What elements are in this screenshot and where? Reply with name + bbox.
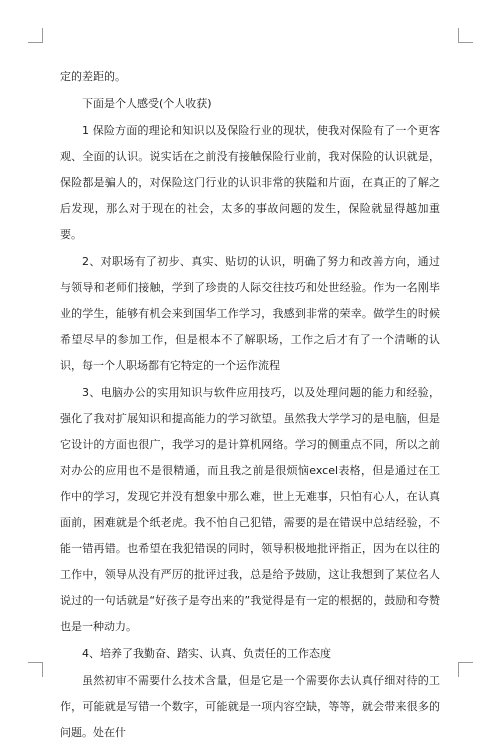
paragraph-work-attitude-heading: 4、培养了我勤奋、踏实、认真、负责任的工作态度 [82, 647, 331, 660]
crop-mark-top-right [458, 28, 473, 43]
paragraph-initial-review: 虽然初审不需要什么技术含量，但是它是一个需要你去认真仔细对待的工作，可能就是写错一个数字，可能就是一项内容空缺，等等，就会带来很多的问题。处在什 [60, 674, 440, 739]
crop-mark-top-left [28, 28, 43, 43]
paragraph-insurance-knowledge: 1 保险方面的理论和知识以及保险行业的现状，使我对保险有了一个更客观、全面的认识。说实话在之前没有接触保险行业前，我对保险的认识就是，保险都是骗人的，对保险这门行业的认识非常的狭隘和片面，在真正的了解之后发现，那么对于现在的社会，太多的事故问题的发生，保险就显得越加重要。 [60, 124, 440, 241]
paragraph-1: 定的差距的。 [60, 70, 126, 83]
paragraph-computer-skills: 3、电脑办公的实用知识与软件应用技巧，以及处理问题的能力和经验，强化了我对扩展知识和提高能力的学习欲望。虽然我大学学习的是电脑，但是它设计的方面也很广，我学习的是计算机网络。学习的侧重点不同，所以之前对办公的应用也不是很精通，而且我之前是很烦恼excel表格，但是通过在工作中的学习，发现它并没有想象中那么难，世上无难事，只怕有心人，在认真面前，困难就是个纸老虎。我不怕自己犯错，需要的是在错误中总结经验，不能一错再错。也希望在我犯错误的同时，领导积极地批评指正，因为在以往的工作中，领导从没有严厉的批评过我，总是给予鼓励，这让我想到了某位名人说过的一句话就是“好孩子是夸出来的”我觉得是有一定的根据的，鼓励和夸赞也是一种动力。 [60, 386, 440, 633]
crop-mark-bottom-right [458, 662, 473, 677]
paragraph-workplace-understanding: 2、对职场有了初步、真实、贴切的认识，明确了努力和改善方向，通过与领导和老师们接触，学到了珍贵的人际交往技巧和处世经验。作为一名刚毕业的学生，能够有机会来到国华工作学习，我感到非常的荣幸。做学生的时候希望尽早的参加工作，但是根本不了解职场，工作之后才有了一个清晰的认识，每一个人职场都有它特定的一个运作流程 [60, 255, 440, 372]
document-body [60, 64, 440, 747]
section-heading-personal-gains: 下面是个人感受(个人收获) [82, 97, 212, 110]
crop-mark-bottom-left [28, 662, 43, 677]
